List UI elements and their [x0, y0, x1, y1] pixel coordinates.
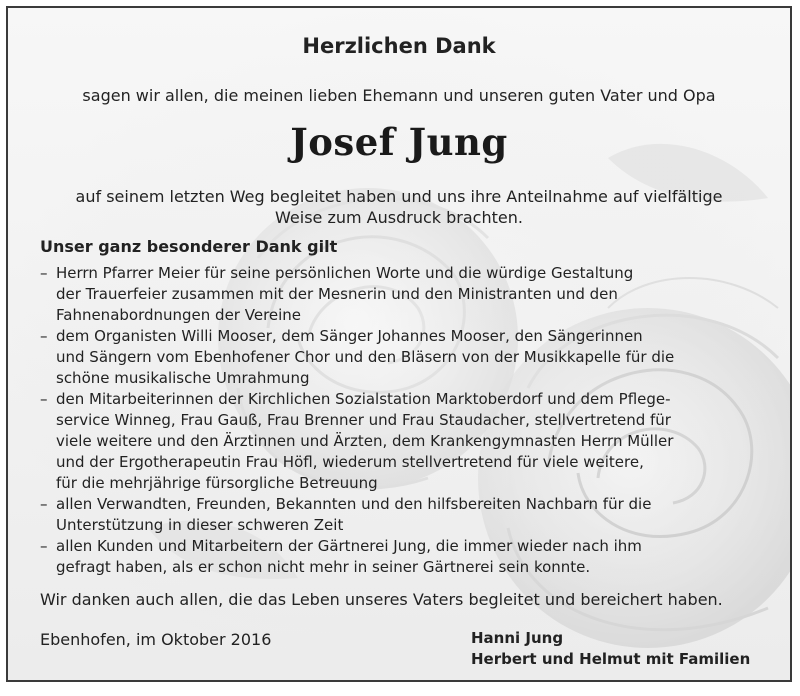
- item-line: der Trauerfeier zusammen mit der Mesnerin und den Ministranten und den: [56, 285, 618, 303]
- list-item: [40, 263, 756, 326]
- item-line: und der Ergotherapeutin Frau Höfl, wiederum stellvertretend für viele weitere,: [56, 453, 644, 471]
- dash: –: [40, 390, 48, 408]
- item-line: schöne musikalische Umrahmung: [56, 369, 310, 387]
- item-line: viele weitere und den Ärztinnen und Ärzten, dem Krankengymnasten Herrn Müller: [56, 432, 674, 450]
- title: Herzlichen Dank: [302, 34, 496, 58]
- after-text: [8, 186, 790, 228]
- content: [8, 8, 790, 680]
- thanks-list: [40, 263, 756, 578]
- item-line: dem Organisten Willi Mooser, dem Sänger Johannes Mooser, den Sängerinnen: [56, 327, 643, 345]
- after-line: auf seinem letzten Weg begleitet haben und uns ihre Anteilnahme auf vielfältige: [75, 187, 723, 206]
- deceased-name: Josef Jung: [290, 120, 508, 164]
- list-item: [40, 536, 756, 578]
- dash: –: [40, 264, 48, 282]
- signers: [471, 628, 750, 670]
- item-line: gefragt haben, als er schon nicht mehr in seiner Gärtnerei sein konnte.: [56, 558, 591, 576]
- list-item: [40, 494, 756, 536]
- item-line: Unterstützung in dieser schweren Zeit: [56, 516, 344, 534]
- intro-line: sagen wir allen, die meinen lieben Ehemann und unseren guten Vater und Opa: [82, 86, 716, 105]
- item-line: allen Verwandten, Freunden, Bekannten und den hilfsbereiten Nachbarn für die: [56, 495, 652, 513]
- item-line: und Sängern vom Ebenhofener Chor und den Bläsern von der Musikkapelle für die: [56, 348, 675, 366]
- signer: Herbert und Helmut mit Familien: [471, 650, 751, 668]
- thanks-heading: Unser ganz besonderer Dank gilt: [40, 237, 338, 256]
- dash: –: [40, 537, 48, 555]
- after-line: Weise zum Ausdruck brachten.: [275, 208, 523, 227]
- signer: Hanni Jung: [471, 629, 564, 647]
- place-date: Ebenhofen, im Oktober 2016: [40, 630, 272, 649]
- list-item: [40, 389, 756, 494]
- closing-line: Wir danken auch allen, die das Leben unseres Vaters begleitet und bereichert haben.: [40, 590, 723, 609]
- dash: –: [40, 327, 48, 345]
- item-line: allen Kunden und Mitarbeitern der Gärtnerei Jung, die immer wieder nach ihm: [56, 537, 642, 555]
- item-line: für die mehrjährige fürsorgliche Betreuung: [56, 474, 378, 492]
- item-line: den Mitarbeiterinnen der Kirchlichen Sozialstation Marktoberdorf und dem Pflege-: [56, 390, 671, 408]
- dash: –: [40, 495, 48, 513]
- obituary-card: [6, 6, 792, 682]
- item-line: Fahnenabordnungen der Vereine: [56, 306, 302, 324]
- list-item: [40, 326, 756, 389]
- item-line: service Winneg, Frau Gauß, Frau Brenner und Frau Staudacher, stellvertretend für: [56, 411, 671, 429]
- item-line: Herrn Pfarrer Meier für seine persönlichen Worte und die würdige Gestaltung: [56, 264, 634, 282]
